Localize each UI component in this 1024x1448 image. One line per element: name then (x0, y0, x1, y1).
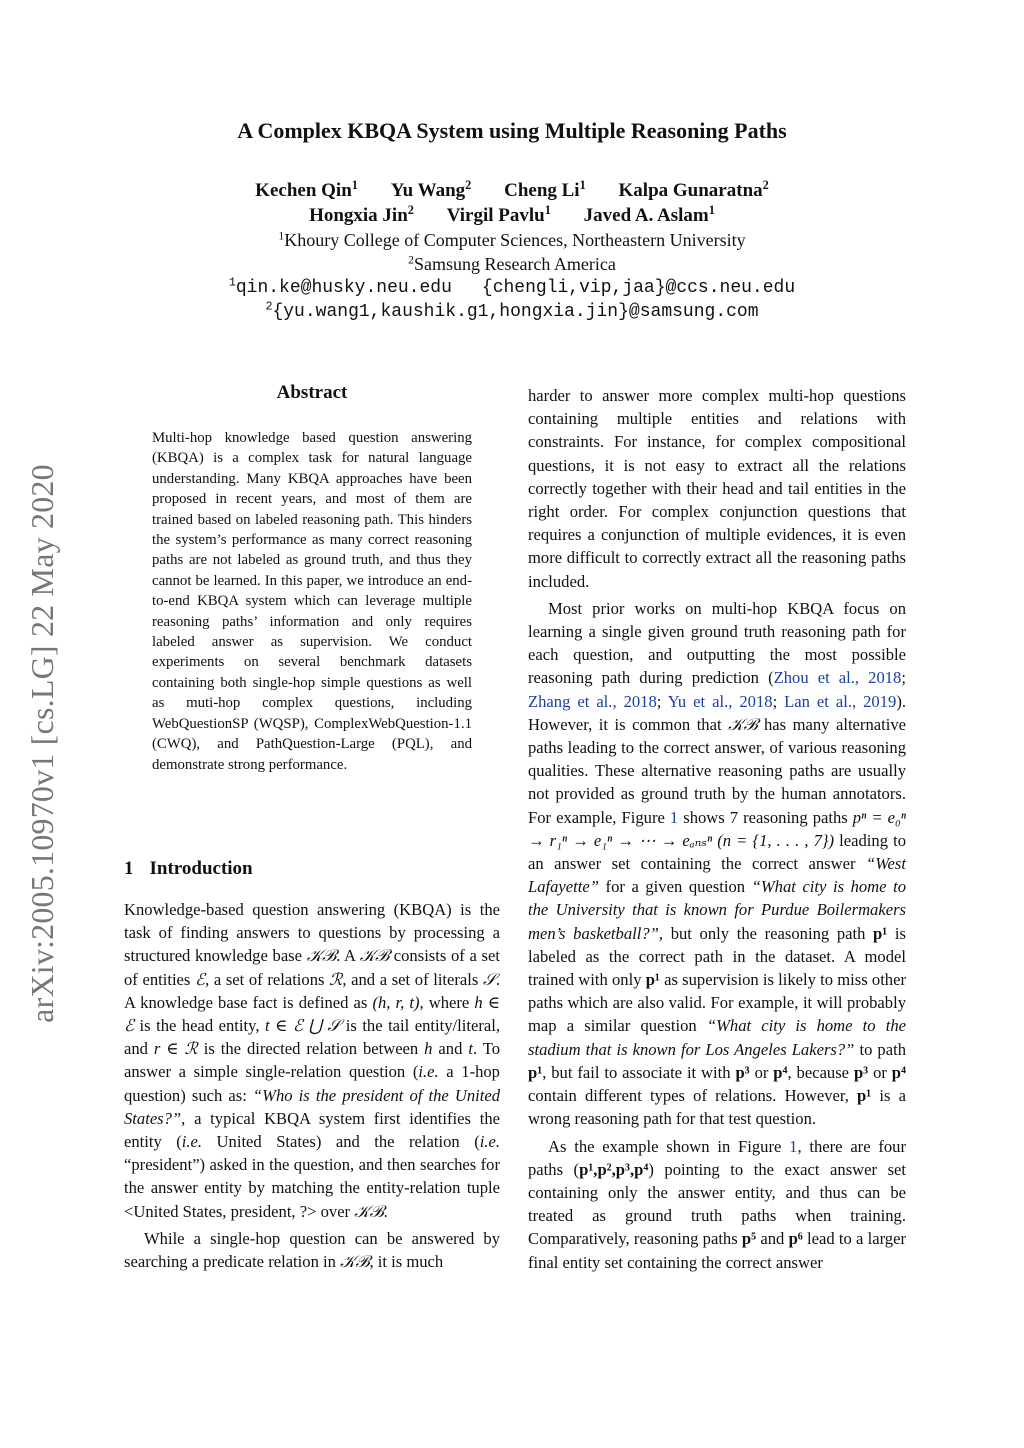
email-line-1: $^1$qin.ke@husky.neu.edu {chengli,vip,jaa}@ccs.neu.edu (228, 275, 796, 298)
intro-paragraph-4: As the example shown in Figure 1, there are four paths (p¹,p²,p³,p⁴) pointing to the exact answer set containing only the answer entity, and thus can be treated as ground truth paths when training. Comparatively, reasoning paths p⁵ and p⁶ lead to a larger final entity set containing the correct answer (528, 1136, 907, 1272)
author-name: Yu Wang$^2$ (390, 178, 472, 201)
abstract-body: Multi-hop knowledge based question answering (KBQA) is a complex task for natural language understanding. Many KBQA approaches have been proposed in recent years, and most of them are trained based on labeled reasoning path. This hinders the system’s performance as many correct reasoning paths are not labeled as ground truth, and thus they cannot be learned. In this paper, we introduce an end-to-end KBQA system which can leverage multiple reasoning paths’ information and only requires labeled answer as supervision. We conduct experiments on several benchmark datasets containing both single-hop simple questions as well as muti-hop complex questions, including WebQuestionSP (WQSP), ComplexWebQuestion-1.1 (CWQ), and PathQuestion-Large (PQL), and demonstrate strong performance. (152, 430, 472, 773)
paper-title: A Complex KBQA System using Multiple Reasoning Paths (237, 118, 787, 143)
author-name: Kechen Qin$^1$ (255, 178, 358, 201)
citation-link[interactable]: Lan et al., 2019 (784, 691, 897, 711)
author-name: Virgil Pavlu$^1$ (446, 203, 551, 226)
intro-paragraph-3: Most prior works on multi-hop KBQA focus on learning a single given ground truth reasoning path for each question, and outputting the most possible reasoning path during prediction (Zhou et al., 2018; Zhang et al., 2018; Yu et al., 2018; Lan et al., 2019). However, it is common that 𝒦ℬ has many alternative paths leading to the correct answer, of various reasoning qualities. These alternative reasoning paths are usually not provided as ground truth by the human annotators. For example, Figure 1 shows 7 reasoning paths pⁿ = e₀ⁿ → r₁ⁿ → e₁ⁿ → ⋯ → eₐₙₛⁿ (n = {1, . . . , 7}) leading to an answer set containing the correct answer “West Lafayette” for a given question “What city is home to the University that is known for Purdue Boilermakers men’s basketball?”, but only the reasoning path p¹ is labeled as the correct path in the dataset. A model trained with only p¹ as supervision is likely to miss other paths which are also valid. For example, it will probably map a similar question “What city is home to the stadium that is known for Los Angeles Lakers?” to path p¹, but fail to associate it with p³ or p⁴, because p³ or p⁴ contain different types of relations. However, p¹ is a wrong reasoning path for that test question. (528, 598, 907, 1129)
email-line-2: $^2${yu.wang1,kaushik.g1,hongxia.jin}@samsung.com (265, 299, 759, 322)
right-column (528, 384, 906, 1274)
citation-link[interactable]: Zhang et al., 2018 (528, 691, 657, 711)
author-name: Javed A. Aslam$^1$ (583, 203, 715, 226)
arxiv-stamp: arXiv:2005.10970v1 [cs.LG] 22 May 2020 (23, 463, 60, 1023)
affiliation-1: $^1$Khoury College of Computer Sciences, Northeastern University (278, 229, 746, 250)
author-row-2 (0, 203, 1024, 228)
abstract-heading: Abstract (276, 382, 348, 403)
author-block (0, 178, 1024, 324)
author-name: Hongxia Jin$^2$ (309, 203, 414, 226)
intro-paragraph-1: Knowledge-based question answering (KBQA) is the task of finding answers to questions by processing a structured knowledge base 𝒦ℬ. A 𝒦ℬ consists of a set of entities ℰ, a set of relations ℛ, and a set of literals 𝒮. A knowledge base fact is defined as (h, r, t), where h ∈ ℰ is the head entity, t ∈ ℰ ⋃ 𝒮 is the tail entity/literal, and r ∈ ℛ is the directed relation between h and t. To answer a simple single-relation question (i.e. a 1-hop question) such as: “Who is the president of the United States?”, a typical KBQA system first identifies the entity (i.e. United States) and the relation (i.e. “president”) asked in the question, and then searches for the answer entity by matching the entity-relation tuple <United States, president, ?> over 𝒦ℬ. (124, 900, 501, 1221)
figure-reference-link[interactable]: 1 (789, 1136, 798, 1156)
section-heading-introduction: 1 Introduction (124, 858, 253, 879)
author-name: Cheng Li$^1$ (504, 178, 586, 201)
citation-link[interactable]: Zhou et al., 2018 (773, 668, 902, 688)
intro-paragraph-2-continued: harder to answer more complex multi-hop questions containing multiple entities and relations with constraints. For instance, for complex compositional questions, it is not easy to extract all the relations correctly together with their head and tail entities in the right order. For complex conjunction questions that requires a conjunction of multiple evidences, it is even more difficult to correctly extract all the reasoning paths included. (528, 386, 906, 591)
intro-paragraph-2: While a single-hop question can be answered by searching a predicate relation in 𝒦ℬ, it is much (124, 1228, 500, 1272)
author-name: Kalpa Gunaratna$^2$ (618, 178, 769, 201)
affiliation-2: $^2$Samsung Research America (408, 253, 616, 274)
author-row-1 (0, 178, 1024, 203)
citation-link[interactable]: Yu et al., 2018 (667, 691, 773, 711)
figure-reference-link[interactable]: 1 (669, 807, 679, 827)
left-column (124, 898, 500, 1273)
